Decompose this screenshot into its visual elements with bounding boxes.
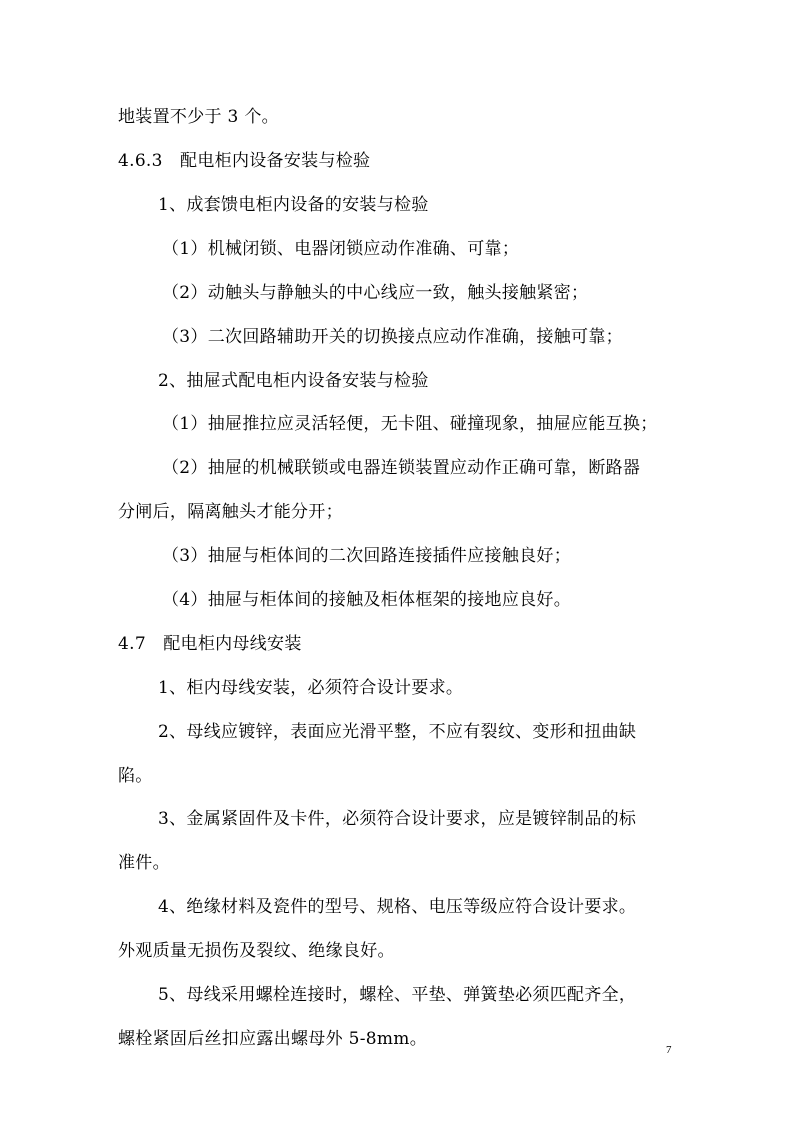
- paragraph: 2、母线应镀锌，表面应光滑平整，不应有裂纹、变形和扭曲缺: [158, 722, 637, 742]
- paragraph-continuation: 外观质量无损伤及裂纹、绝缘良好。: [118, 941, 395, 961]
- paragraph-continuation: 陷。: [118, 766, 153, 786]
- subsection-heading: 2、抽屉式配电柜内设备安装与检验: [158, 371, 429, 391]
- section-heading: 4.6.3 配电柜内设备安装与检验: [118, 151, 371, 171]
- list-item-continuation: 分闸后，隔离触头才能分开；: [118, 502, 343, 522]
- paragraph: 4、绝缘材料及瓷件的型号、规格、电压等级应符合设计要求。: [158, 897, 637, 917]
- list-item: （3）抽屉与柜体间的二次回路连接插件应接触良好；: [162, 546, 572, 566]
- list-item: （4）抽屉与柜体间的接触及柜体框架的接地应良好。: [162, 590, 572, 610]
- paragraph-continuation: 准件。: [118, 853, 170, 873]
- list-item: （1）机械闭锁、电器闭锁应动作准确、可靠；: [162, 239, 520, 259]
- paragraph: 3、金属紧固件及卡件，必须符合设计要求，应是镀锌制品的标: [158, 809, 637, 829]
- list-item: （3）二次回路辅助开关的切换接点应动作准确，接触可靠；: [162, 327, 623, 347]
- list-item: （1）抽屉推拉应灵活轻便，无卡阻、碰撞现象，抽屉应能互换；: [162, 414, 658, 434]
- text-line: 地装置不少于 3 个。: [118, 107, 279, 127]
- list-item: （2）抽屉的机械联锁或电器连锁装置应动作正确可靠，断路器: [162, 458, 641, 478]
- subsection-heading: 1、成套馈电柜内设备的安装与检验: [158, 195, 429, 215]
- page-number: 7: [666, 1044, 672, 1056]
- paragraph: 5、母线采用螺栓连接时，螺栓、平垫、弹簧垫必须匹配齐全，: [158, 985, 637, 1005]
- paragraph-continuation: 螺栓紧固后丝扣应露出螺母外 5-8mm。: [118, 1029, 428, 1049]
- list-item: （2）动触头与静触头的中心线应一致，触头接触紧密；: [162, 283, 589, 303]
- paragraph: 1、柜内母线安装，必须符合设计要求。: [158, 678, 464, 698]
- section-heading: 4.7 配电柜内母线安装: [118, 634, 302, 654]
